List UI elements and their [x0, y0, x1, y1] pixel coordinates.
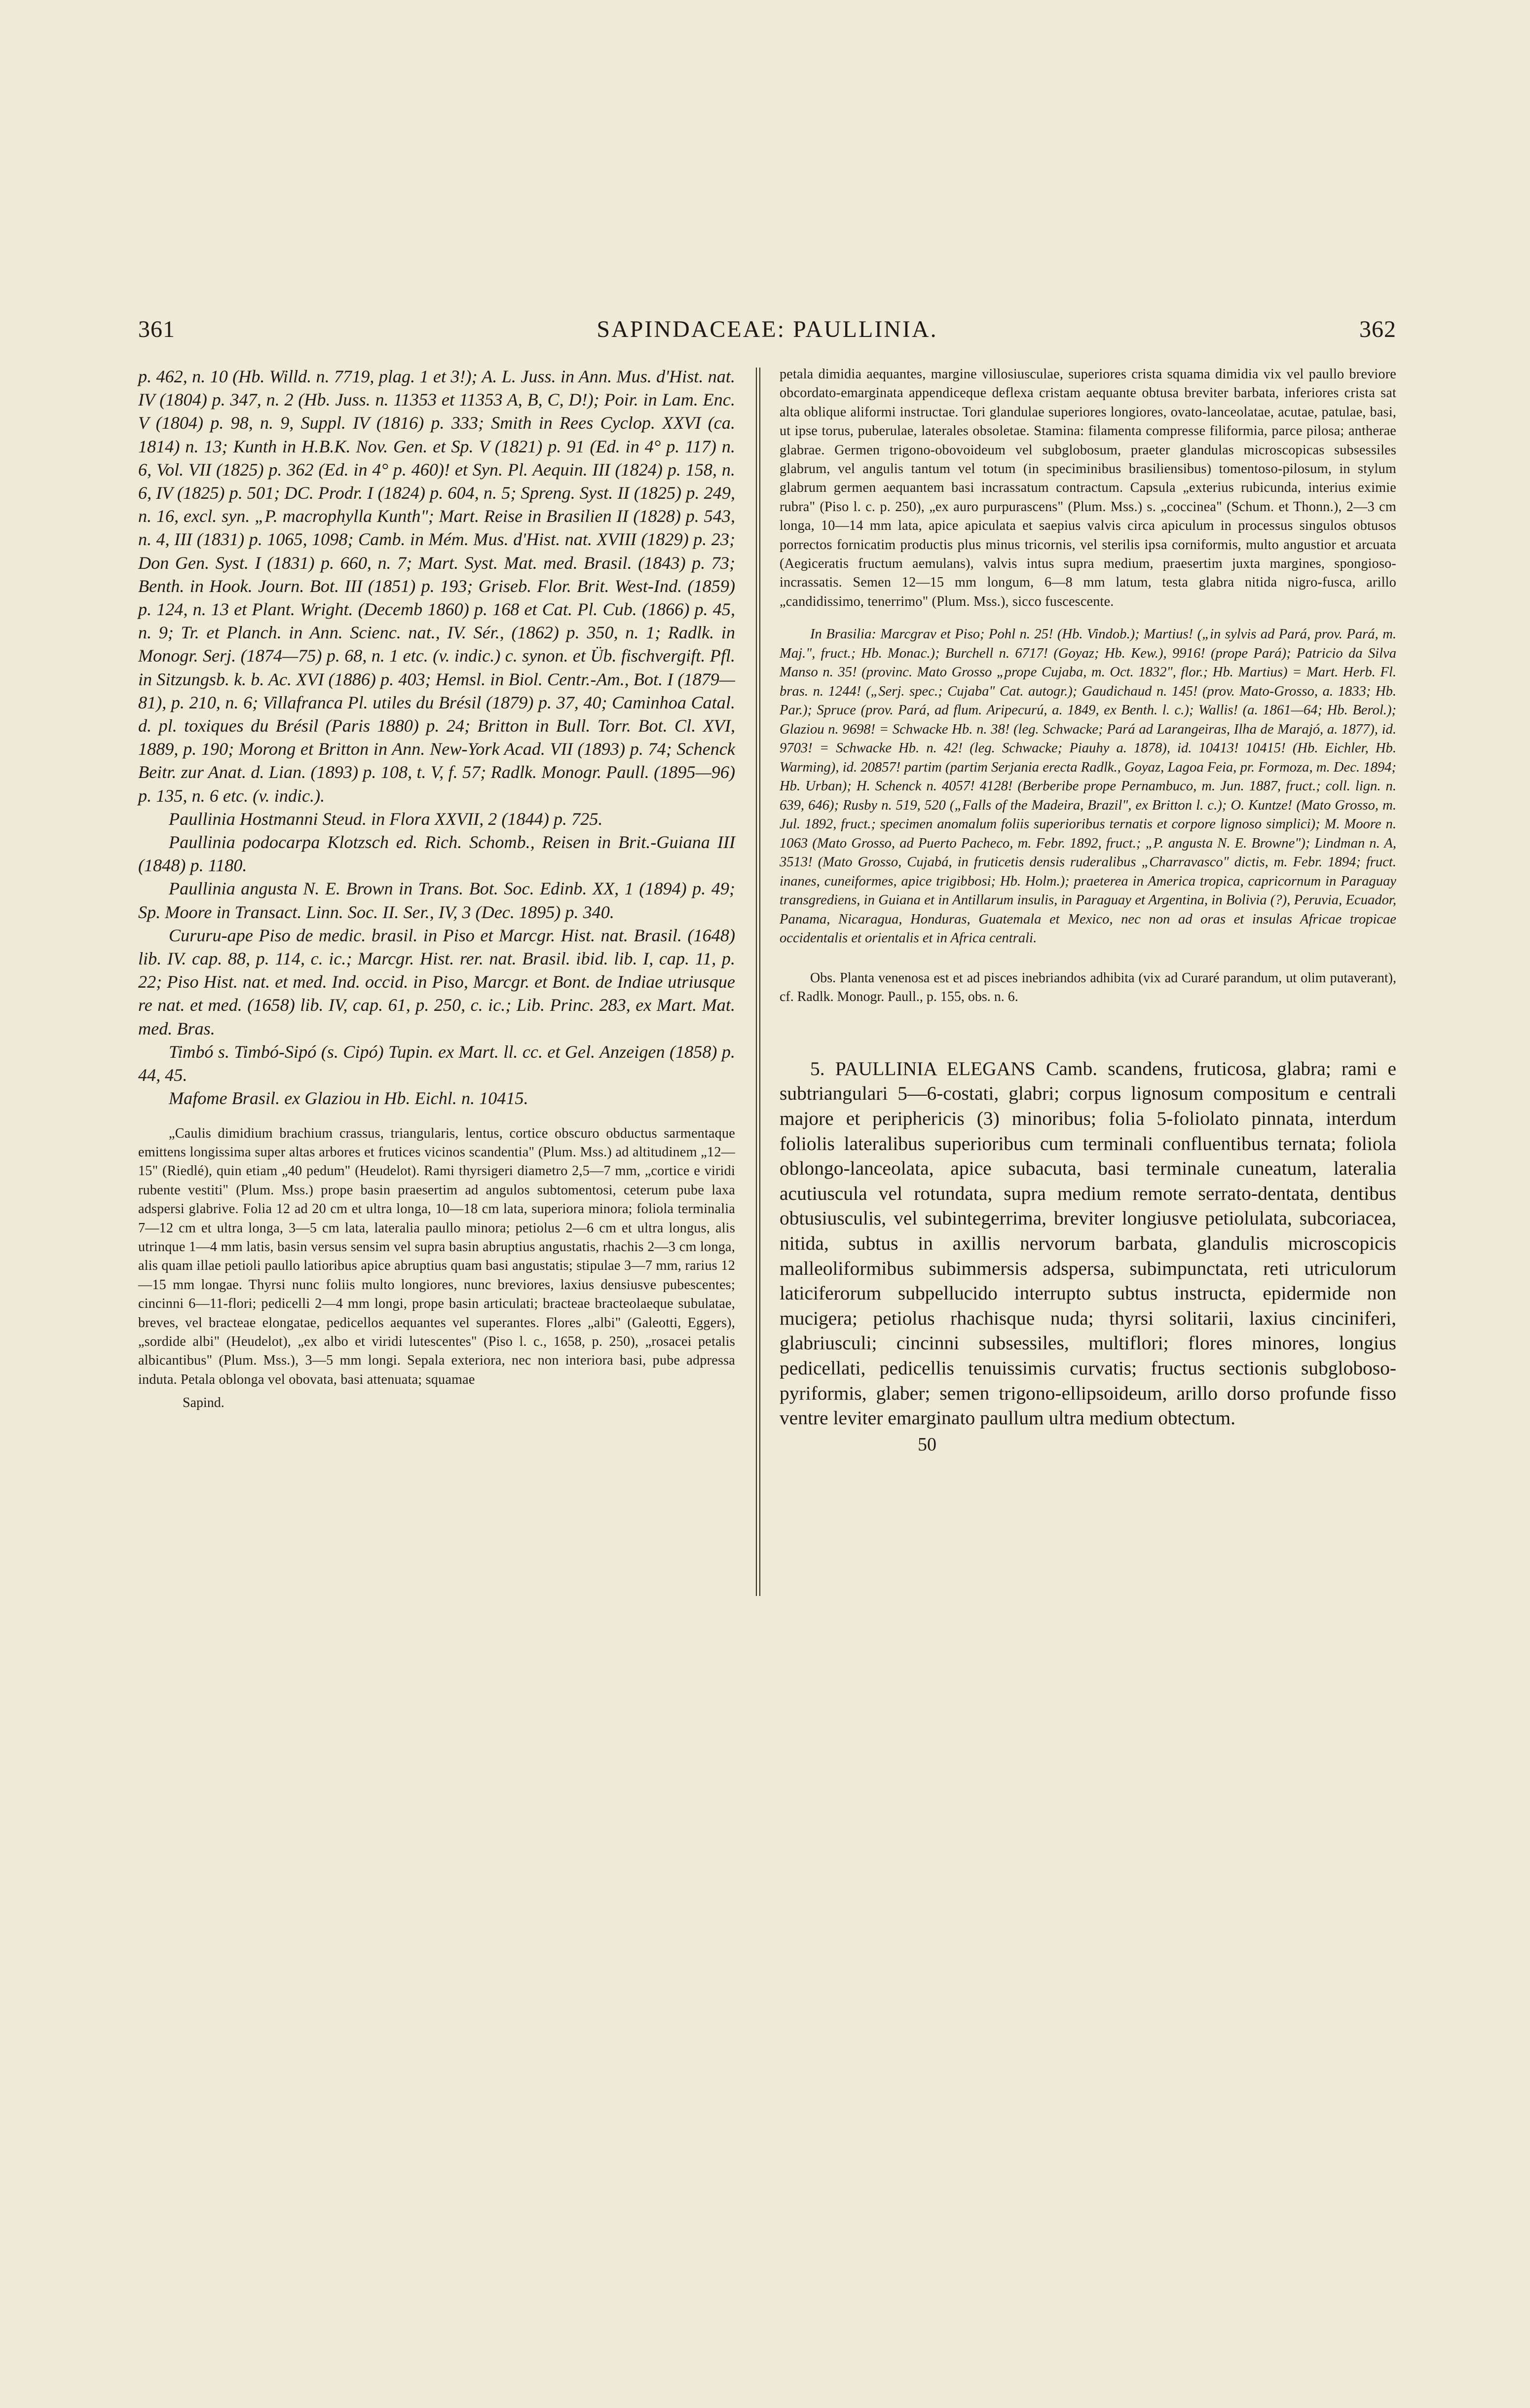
specimens-paragraph: In Brasilia: Marcgrav et Piso; Pohl n. 25! (Hb. Vindob.); Martius! („in sylvis ad Pará, prov. Pará, m. Maj.", fruct.; Hb. Monac.); Burchell n. 6717! (Goyaz; Hb. Kew.), 9916! (prope Pará); Patricio da Silva Manso n. 35! (provinc. Mato Grosso „prope Cujaba, m. Oct. 1832", flor.; Hb. Martius) = Mart. Herb. Fl. bras. n. 1244! („Serj. spec.; Cujaba" Cat. autogr.); Gaudichaud n. 145! (prov. Mato-Grosso, a. 1833; Hb. Par.); Spruce (prov. Pará, ad flum. Aripecurú, a. 1849, ex Benth. l. c.); Wallis! (a. 1861—64; Hb. Berol.); Glaziou n. 9698! = Schwacke Hb. n. 38! (leg. Schwacke; Pará ad Larangeiras, Ilha de Marajó, a. 1877), id. 9703! = Schwacke Hb. n. 42! (leg. Schwacke; Piauhy a. 1878), id. 10413! 10415! (Hb. Eichler, Hb. Warming), id. 20857! partim (partim Serjania erecta Radlk., Goyaz, Lagoa Feia, pr. Formoza, m. Dec. 1894; Hb. Urban); H. Schenck n. 4057! 4128! (Berberibe prope Pernambuco, m. Jun. 1887, fruct.; coll. lign. n. 639, 646); Rusby n. 519, 520 („Falls of the Madeira, Brazil", ex Britton l. c.); O. Kuntze! (Mato Grosso, m. Jul. 1892, fruct.; specimen anomalum foliis superioribus ternatis et corpore lignoso simplici); M. Moore n. 1063 (Mato Grosso, ad Puerto Pacheco, m. Febr. 1892, fruct.; „P. angusta N. E. Browne"); Lindman n. A, 3513! (Mato Grosso, Cujabá, in fruticetis densis ruderalibus „Charravasco" dictis, m. Febr. 1894; fruct. inanes, cuneiformes, apice trigibbosi; Hb. Holm.); praeterea in America tropica, capricornum in Paraguay transgrediens, in Guiana et in Antillarum insulis, in Paraguay et Argentina, in Bolivia (?), Peruvia, Ecuador, Panama, Nicaragua, Honduras, Guatemala et Mexico, nec non ad oras et insulas Africae tropicae occidentalis et orientalis et in Africa centrali.: [780, 627, 1396, 946]
description-continuation: petala dimidia aequantes, margine villosiusculae, superiores crista squama dimidia vix vel paullo breviore obcordato-emarginata appendiceque deflexa cristam aequante obtusa breviter barbata, inferiores crista sat alta oblique aliformi instructae. Tori glandulae superiores longiores, ovato-lanceolatae, acutae, patulae, basi, ut ipse torus, puberulae, laterales obsoletae. Stamina: filamenta compresse filiformia, parce pilosa; antherae glabrae. Germen trigono-obovoideum vel subglobosum, praeter glandulas microscopicas subsessiles glabrum, vel angulis tantum vel totum (in speciminibus brasiliensibus) tomentoso-pilosum, in stylum glabrum germen aequantem basi incrassatum contractum. Capsula „exterius rubicunda, interius eximie rubra" (Piso l. c. p. 250), „ex auro purpurascens" (Plum. Mss.) s. „coccinea" (Schum. et Thonn.), 2—3 cm longa, 10—14 mm lata, apice apiculata et saepius valvis circa apiculum in processus singulos obtusos porrectos fornicatim productis plus minus tricornis, vel sterilis ipsa corniformis, multo angustior et arcuata (Aegiceratis fructum aemulans), valvis intus supra medium, praesertim juxta margines, spongioso-incrassatis. Semen 12—15 mm longum, 6—8 mm latum, testa glabra nitida nigro-fusca, arillo „candidissimo, tenerrimo" (Plum. Mss.), sicco fuscescente.: [780, 367, 1396, 609]
sheet-number: 50: [918, 1434, 936, 1455]
column-rule: [756, 368, 760, 1596]
species-diagnosis: 5. PAULLINIA ELEGANS Camb. scandens, fruticosa, glabra; rami e subtriangulari 5—6-costati, glabri; corpus lignosum compositum e centrali majore et periphericis (3) minoribus; folia 5-foliolato pinnata, interdum foliolis lateralibus superioribus cum terminali confluentibus ternata; foliola oblongo-lanceolata, apice subacuta, basi terminale cuneatum, lateralia acutiuscula vel rotundata, supra medium remote serrato-dentata, dentibus obtusiusculis, vel subintegerrima, breviter longiusve petiolulata, subcoriacea, nitida, subtus in axillis nervorum barbata, glandulis microscopicis malleoliformibus subimmersis adspersa, subimpunctata, reti utriculorum laticiferorum subpellucido interrupto subtus instructa, epidermide non mucigera; petiolus rhachisque nuda; thyrsi solitarii, laxius cinciniferi, glabriusculi; cincinni subsessiles, multiflori; flores minores, longius pedicellati, pedicellis tenuissimis curvatis; fructus sectionis subgloboso-pyriformis, glaber; semen trigono-ellipsoideum, arillo dorso profunde fisso ventre leviter emarginato paullum ultra medium obtectum.: [780, 1057, 1396, 1429]
right-column: [780, 365, 1396, 1455]
page-header: [138, 316, 1396, 350]
synonym-hostmanni: Paullinia Hostmanni Steud. in Flora XXVII, 2 (1844) p. 725.: [169, 809, 603, 829]
vernacular-mafome: Mafome Brasil. ex Glaziou in Hb. Eichl. n. 10415.: [169, 1088, 528, 1109]
literature-paragraph: p. 462, n. 10 (Hb. Willd. n. 7719, plag. 1 et 3!); A. L. Juss. in Ann. Mus. d'Hist. nat. IV (1804) p. 347, n. 2 (Hb. Juss. n. 11353 et 11353 A, B, C, D!); Poir. in Lam. Enc. V (1804) p. 98, n. 9, Suppl. IV (1816) p. 333; Smith in Rees Cyclop. XXVI (ca. 1814) n. 13; Kunth in H.B.K. Nov. Gen. et Sp. V (1821) p. 91 (Ed. in 4° p. 117) n. 6, Vol. VII (1825) p. 362 (Ed. in 4° p. 460)! et Syn. Pl. Aequin. III (1824) p. 158, n. 6, IV (1825) p. 501; DC. Prodr. I (1824) p. 604, n. 5; Spreng. Syst. II (1825) p. 249, n. 16, excl. syn. „P. macrophylla Kunth"; Mart. Reise in Brasilien II (1828) p. 543, n. 4, III (1831) p. 1065, 1098; Camb. in Mém. Mus. d'Hist. nat. XVIII (1829) p. 23; Don Gen. Syst. I (1831) p. 660, n. 7; Mart. Syst. Mat. med. Brasil. (1843) p. 73; Benth. in Hook. Journ. Bot. III (1851) p. 193; Griseb. Flor. Brit. West-Ind. (1859) p. 124, n. 13 et Plant. Wright. (Decemb 1860) p. 168 et Cat. Pl. Cub. (1866) p. 45, n. 9; Tr. et Planch. in Ann. Scienc. nat., IV. Sér., (1862) p. 350, n. 1; Radlk. in Monogr. Serj. (1874—75) p. 68, n. 1 etc. (v. indic.) c. synon. et Üb. fischvergift. Pfl. in Sitzungsb. k. b. Ac. XVI (1886) p. 403; Hemsl. in Biol. Centr.-Am., Bot. I (1879—81), p. 210, n. 6; Villafranca Pl. utiles du Brésil (1879) p. 37, 40; Caminhoa Catal. d. pl. toxiques du Brésil (Paris 1880) p. 24; Britton in Bull. Torr. Bot. Cl. XVI, 1889, p. 190; Morong et Britton in Ann. New-York Acad. VII (1893) p. 74; Schenck Beitr. zur Anat. d. Lian. (1893) p. 108, t. V, f. 57; Radlk. Monogr. Paull. (1895—96) p. 135, n. 6 etc. (v. indic.).: [138, 367, 735, 806]
running-title: SAPINDACEAE: PAULLINIA.: [597, 316, 938, 342]
left-column: [138, 365, 735, 1411]
synonym-angusta: Paullinia angusta N. E. Brown in Trans. Bot. Soc. Edinb. XX, 1 (1894) p. 49; Sp. Moore in Transact. Linn. Soc. II. Ser., IV, 3 (Dec. 1895) p. 340.: [138, 879, 735, 922]
page-number-right: 362: [1359, 316, 1396, 342]
vernacular-cururu-ape: Cururu-ape Piso de medic. brasil. in Piso et Marcgr. Hist. nat. Brasil. (1648) lib. IV. cap. 88, p. 114, c. ic.; Marcgr. Hist. rer. nat. Brasil. ibid. lib. I, cap. 11, p. 22; Piso Hist. nat. et med. Ind. occid. in Piso, Marcgr. et Bont. de Indiae utriusque re nat. et med. (1658) lib. IV, cap. 61, p. 250, c. ic.; Lib. Princ. 283, ex Mart. Mat. med. Bras.: [138, 925, 735, 1038]
description-paragraph: „Caulis dimidium brachium crassus, triangularis, lentus, cortice obscuro obductus sarmentaque emittens longissima super altas arbores et frutices vicinos scandentia" (Plum. Mss.) ad altitudinem „12—15" (Riedlé), quin etiam „40 pedum" (Heudelot). Rami thyrsigeri diametro 2,5—7 mm, „cortice e viridi rubente vestiti" (Plum. Mss.) prope basin praesertim ad angulos subtomentosi, ceterum pube laxa adspersi glabrive. Folia 12 ad 20 cm et ultra longa, 10—18 cm lata, superiora minora; foliola terminalia 7—12 cm et ultra longa, 3—5 cm lata, lateralia paullo minora; petiolus 2—6 cm et ultra longus, alis utrinque 1—4 mm latis, basin versus sensim vel supra basin abruptius angustatis, rhachis 2—3 cm longa, alis quam illae petioli paullo latioribus apice abruptius quam basi angustatis; stipulae 3—7 mm, rarius 12—15 mm longae. Thyrsi nunc foliis multo longiores, nunc breviores, laxius densiusve pubescentes; cincinni 6—11-flori; pedicelli 2—4 mm longi, prope basin articulati; bracteae bracteolaeque subulatae, breves, vel bracteae elongatae, pedicellos aequantes vel superantes. Flores „albi" (Galeotti, Eggers), „sordide albi" (Heudelot), „ex albo et viridi lutescentes" (Piso l. c., 1658, p. 250), „rosacei petalis albicantibus" (Plum. Mss.), 3—5 mm longi. Sepala exteriora, nec non interiora basi, pube adpressa induta. Petala oblonga vel obovata, basi attenuata; squamae: [138, 1125, 735, 1387]
page-number-left: 361: [138, 316, 175, 342]
vernacular-timbo: Timbó s. Timbó-Sipó (s. Cipó) Tupin. ex Mart. ll. cc. et Gel. Anzeigen (1858) p. 44, 45.: [138, 1041, 735, 1085]
observation-note: Obs. Planta venenosa est et ad pisces inebriandos adhibita (vix ad Curaré parandum, ut olim putaverant), cf. Radlk. Monogr. Paull., p. 155, obs. n. 6.: [780, 970, 1396, 1005]
signature-mark: Sapind.: [183, 1395, 224, 1411]
synonym-podocarpa: Paullinia podocarpa Klotzsch ed. Rich. Schomb., Reisen in Brit.-Guiana III (1848) p. 1180.: [138, 832, 735, 876]
